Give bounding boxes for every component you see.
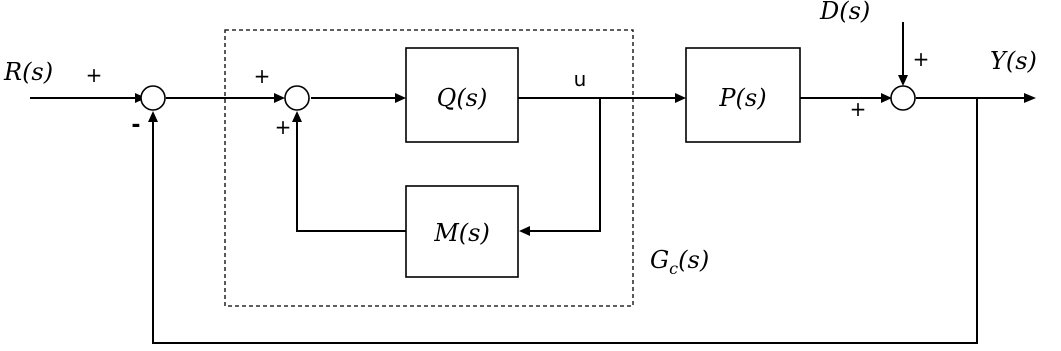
output-arrowhead: [1024, 93, 1036, 103]
inner-sum-to-q-arrowhead: [395, 93, 406, 103]
reference-plus-sign: +: [85, 63, 103, 87]
disturbance-arrowhead: [898, 75, 908, 86]
inner-top-plus-sign: +: [253, 64, 271, 88]
plant-plus-sign: +: [849, 97, 867, 121]
controller-region-label: $G_c(s)$: [650, 246, 710, 278]
m-block-label: M(s): [434, 219, 490, 247]
u-to-m-feedback-line: [526, 98, 600, 231]
m-to-inner-sum-line: [297, 118, 406, 231]
error-arrowhead: [274, 93, 285, 103]
q-block-label: Q(s): [436, 84, 488, 112]
outer-feedback-arrowhead: [148, 111, 158, 122]
m-to-inner-sum-arrowhead: [292, 111, 302, 122]
control-arrowhead: [675, 93, 686, 103]
control-signal-label: u: [573, 67, 587, 91]
u-to-m-arrowhead: [519, 226, 530, 236]
reference-label: R(s): [4, 58, 54, 86]
output-summing-junction: [891, 86, 915, 110]
inner-bottom-plus-sign: +: [274, 115, 292, 139]
outer-summing-junction: [141, 86, 165, 110]
feedback-minus-sign: -: [131, 113, 141, 138]
disturbance-plus-sign: +: [912, 47, 930, 71]
p-block-label: P(s): [719, 84, 767, 112]
output-label: Y(s): [990, 47, 1037, 75]
inner-summing-junction: [285, 86, 309, 110]
disturbance-label: D(s): [820, 0, 871, 25]
